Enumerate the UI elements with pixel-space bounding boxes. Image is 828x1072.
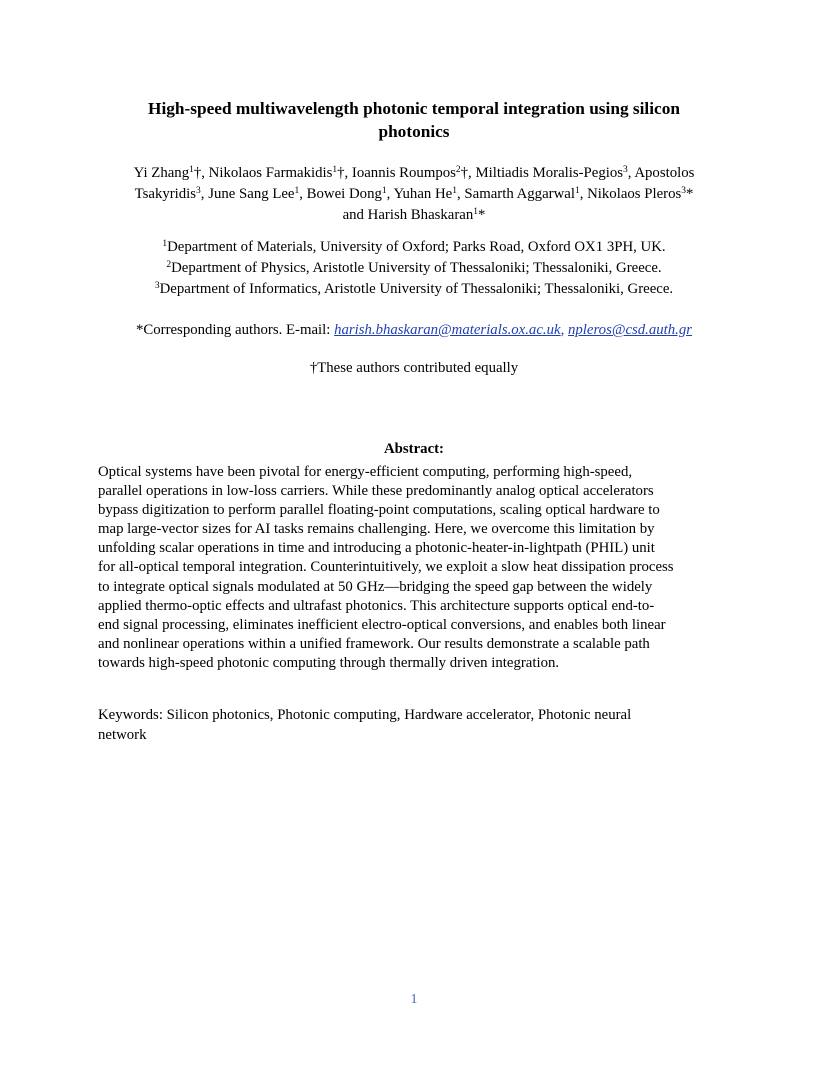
author-line-2 [90,184,738,205]
affiliation-marker: 1 [574,186,580,196]
author-list [90,163,738,226]
email-separator: , [560,322,568,338]
author-name: Samarth Aggarwal [464,186,575,202]
abstract-line: map large-vector sizes for AI tasks remains challenging. Here, we overcome this limitation by [98,521,655,538]
author-name: Miltiadis Moralis-Pegios [475,165,624,181]
author-mark: , Apostolos [627,165,695,181]
keywords-line: network [98,726,147,743]
affiliation-item [90,258,738,279]
author-mark: , [579,186,588,202]
affiliation-marker: 1 [452,186,457,196]
keywords-line: Keywords: Silicon photonics, Photonic computing, Hardware accelerator, Photonic neural [98,707,632,723]
affiliation-marker: 1 [473,207,479,217]
author-mark: , [299,186,307,202]
author-name: Nikolaos Pleros [587,186,682,202]
abstract-line: for all-optical temporal integration. Counterintuitively, we exploit a slow heat dissipation process [98,559,674,576]
abstract-line: applied thermo-optic effects and ultrafast photonics. This architecture supports optical end-to- [98,597,655,614]
paper-title [98,97,730,143]
abstract-line: towards high-speed photonic computing through thermally driven integration. [98,654,560,671]
author-mark: , [200,186,209,202]
abstract-line: parallel operations in low-loss carriers. While these predominantly analog optical accelerators [98,483,654,500]
affiliation-text: Department of Materials, University of Oxford; Parks Road, Oxford OX1 3PH, UK. [167,239,666,255]
author-mark: * [685,186,694,202]
affiliation-list [90,237,738,300]
affiliation-item [90,279,738,300]
affiliation-number: 1 [162,239,168,249]
abstract-line: bypass digitization to perform parallel floating-point computations, scaling optical hardware to [98,502,660,519]
author-name: June Sang Lee [208,186,295,202]
author-line-1 [90,163,738,184]
author-mark: †, [460,165,476,181]
affiliation-marker: 1 [189,165,194,175]
affiliation-item [90,237,738,258]
affiliation-marker: 3 [623,165,628,175]
author-name: Tsakyridis [134,186,197,202]
abstract-line: and nonlinear operations within a unified framework. Our results demonstrate a scalable path [98,635,650,652]
author-mark: †, [337,165,352,181]
affiliation-marker: 1 [332,165,338,175]
title-line-1: High-speed multiwavelength photonic temporal integration using silicon [148,99,680,118]
affiliation-text: Department of Physics, Aristotle University of Thessaloniki; Thessaloniki, Greece. [171,260,662,276]
author-name: Bowei Dong [306,186,382,202]
author-mark: , [457,186,465,202]
author-conjunction: and [342,207,368,223]
abstract-line: to integrate optical signals modulated at 50 GHz—bridging the speed gap between the widely [98,578,653,595]
email-link-pleros[interactable]: npleros@csd.auth.gr [567,322,693,338]
affiliation-marker: 1 [381,186,387,196]
author-name: Nikolaos Farmakidis [208,165,333,181]
author-mark: * [478,207,486,223]
author-name: Yuhan He [393,186,453,202]
affiliation-marker: 1 [294,186,300,196]
keywords [98,706,738,745]
author-name: Yi Zhang [133,165,190,181]
equal-contribution-note: †These authors contributed equally [309,360,519,376]
corresponding-authors [60,320,768,341]
abstract-line: unfolding scalar operations in time and introducing a photonic-heater-in-lightpath (PHIL) unit [98,540,655,557]
author-mark: †, [193,165,209,181]
affiliation-text: Department of Informatics, Aristotle University of Thessaloniki; Thessaloniki, Greece. [159,281,674,297]
title-line-2: photonics [378,122,450,141]
affiliation-marker: 2 [455,165,461,175]
abstract-heading: Abstract: [384,441,444,457]
author-line-3 [90,205,738,226]
email-link-bhaskaran[interactable]: harish.bhaskaran@materials.ox.ac.uk [334,322,561,338]
author-mark: , [386,186,394,202]
corresponding-label: *Corresponding authors. E-mail: [135,322,335,338]
abstract-line: end signal processing, eliminates inefficient electro-optical conversions, and enables both linear [98,616,666,633]
page-number: 1 [410,991,418,1006]
affiliation-number: 3 [154,281,160,291]
author-name: Ioannis Roumpos [351,165,456,181]
affiliation-marker: 3 [681,186,686,196]
abstract-line: Optical systems have been pivotal for energy-efficient computing, performing high-speed, [98,464,633,480]
author-name: Harish Bhaskaran [367,207,474,223]
affiliation-number: 2 [166,260,172,270]
abstract-body [98,463,738,673]
affiliation-marker: 3 [196,186,201,196]
